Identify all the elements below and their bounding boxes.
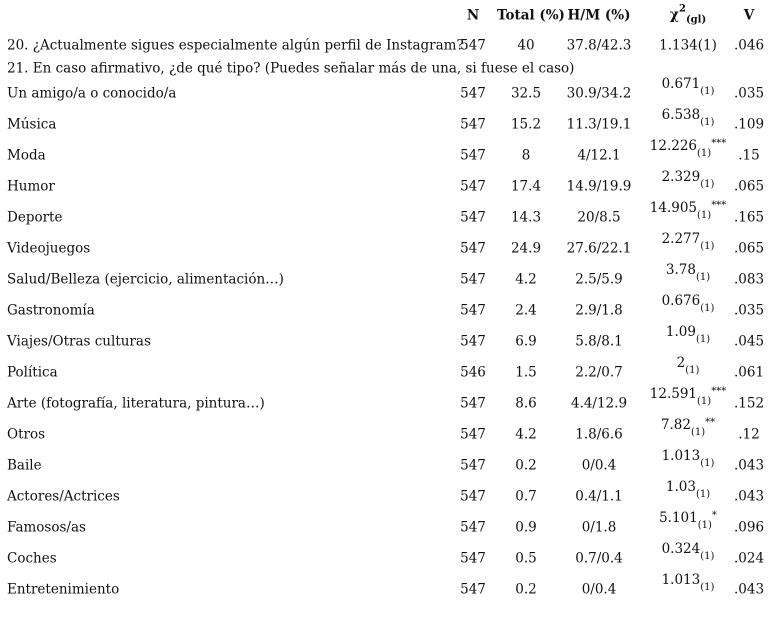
- row-chi-value: 14.905: [649, 199, 698, 216]
- row-chi-gl: (1): [700, 116, 715, 128]
- row-hm: 0/1.8: [581, 518, 617, 535]
- row-hm: 14.9/19.9: [566, 177, 632, 194]
- row-hm: 30.9/34.2: [566, 84, 632, 101]
- row-chi-value: 12.591: [649, 385, 698, 402]
- row-hm: 4.4/12.9: [570, 394, 628, 411]
- table-row: [0, 75, 773, 109]
- header-chi-sub: (gl): [685, 14, 707, 26]
- row-n: 546: [460, 363, 486, 380]
- row-chi: [640, 354, 736, 383]
- row-total: 32.5: [510, 84, 542, 101]
- row-v: .065: [733, 177, 765, 194]
- row-chi-value: 0.671: [661, 75, 701, 92]
- table-row: [0, 447, 773, 481]
- header-hm: H/M (%): [567, 6, 631, 23]
- row-label: Entretenimiento: [7, 580, 120, 597]
- row-n: 547: [460, 115, 486, 132]
- row-chi-value: 3.78: [665, 261, 696, 278]
- row-hm: 4/12.1: [577, 146, 621, 163]
- row-v: .035: [733, 84, 765, 101]
- table-row: [0, 137, 773, 171]
- row-chi-gl: (1): [700, 581, 715, 593]
- question-20-n: 547: [460, 36, 486, 53]
- question-21-label: 21. En caso afirmativo, ¿de qué tipo? (Puedes señalar más de una, si fuese el caso): [7, 60, 575, 77]
- row-v: .043: [733, 456, 765, 473]
- row-hm: 2.2/0.7: [575, 363, 623, 380]
- row-hm: 0.7/0.4: [575, 549, 623, 566]
- row-label: Música: [7, 115, 57, 132]
- row-chi: [640, 75, 736, 104]
- row-v: .152: [733, 394, 765, 411]
- question-20-total: 40: [517, 36, 535, 53]
- row-v: .165: [733, 208, 765, 225]
- row-n: 547: [460, 301, 486, 318]
- question-20-label: 20. ¿Actualmente sigues especialmente algún perfil de Instagram?: [7, 36, 464, 53]
- row-n: 547: [460, 425, 486, 442]
- row-chi: [640, 540, 736, 569]
- row-chi-significance: *: [711, 509, 717, 521]
- row-chi-gl: (1): [700, 178, 715, 190]
- row-chi-value: 1.03: [665, 478, 696, 495]
- table-row: [0, 106, 773, 140]
- table-row: [0, 323, 773, 357]
- row-chi-value: 6.538: [661, 106, 701, 123]
- row-label: Política: [7, 363, 58, 380]
- row-n: 547: [460, 146, 486, 163]
- row-v: .043: [733, 487, 765, 504]
- row-n: 547: [460, 549, 486, 566]
- row-chi-gl: (1): [690, 426, 706, 438]
- row-hm: 0/0.4: [581, 580, 617, 597]
- row-total: 17.4: [510, 177, 542, 194]
- header-n: N: [466, 6, 480, 23]
- table-row: [0, 540, 773, 574]
- header-v: V: [743, 6, 755, 23]
- row-n: 547: [460, 580, 486, 597]
- row-chi: [640, 137, 736, 166]
- row-chi-significance: ***: [711, 199, 727, 211]
- question-20-row: [0, 31, 773, 60]
- row-v: .083: [733, 270, 765, 287]
- row-v: .035: [733, 301, 765, 318]
- row-total: 24.9: [510, 239, 542, 256]
- header-chi-square: [640, 2, 736, 26]
- table-row: [0, 292, 773, 326]
- table-row: [0, 261, 773, 295]
- row-hm: 1.8/6.6: [575, 425, 623, 442]
- row-n: 547: [460, 394, 486, 411]
- row-label: Famosos/as: [7, 518, 86, 535]
- row-total: 8: [521, 146, 531, 163]
- row-chi-value: 1.09: [665, 323, 696, 340]
- row-v: .043: [733, 580, 765, 597]
- row-n: 547: [460, 456, 486, 473]
- row-chi-gl: (1): [695, 271, 711, 283]
- row-total: 8.6: [515, 394, 537, 411]
- question-21-row: [0, 60, 773, 78]
- header-row: [0, 0, 773, 31]
- row-total: 1.5: [515, 363, 537, 380]
- row-chi-gl: (1): [697, 209, 712, 221]
- question-20-chi: 1.134(1): [659, 36, 717, 53]
- row-chi-gl: (1): [700, 550, 715, 562]
- row-n: 547: [460, 239, 486, 256]
- row-n: 547: [460, 270, 486, 287]
- row-v: .109: [733, 115, 765, 132]
- table-row: [0, 571, 773, 605]
- row-total: 14.3: [510, 208, 542, 225]
- row-chi-gl: (1): [697, 147, 712, 159]
- row-chi: [640, 106, 736, 135]
- row-chi-significance: ***: [711, 385, 727, 397]
- row-chi: [640, 168, 736, 197]
- table-row: [0, 168, 773, 202]
- row-chi: [640, 478, 736, 507]
- row-label: Humor: [7, 177, 55, 194]
- row-v: .024: [733, 549, 765, 566]
- row-label: Gastronomía: [7, 301, 95, 318]
- row-hm: 0/0.4: [581, 456, 617, 473]
- row-total: 4.2: [515, 270, 537, 287]
- row-chi: [640, 385, 736, 414]
- row-hm: 20/8.5: [577, 208, 621, 225]
- row-chi: [640, 571, 736, 600]
- row-label: Viajes/Otras culturas: [7, 332, 151, 349]
- row-total: 0.2: [515, 456, 537, 473]
- question-20-hm: 37.8/42.3: [566, 36, 632, 53]
- row-label: Actores/Actrices: [7, 487, 120, 504]
- row-v: .096: [733, 518, 765, 535]
- row-chi-gl: (1): [700, 85, 715, 97]
- row-label: Otros: [7, 425, 46, 442]
- row-total: 2.4: [515, 301, 537, 318]
- row-chi-value: 12.226: [649, 137, 698, 154]
- row-total: 15.2: [510, 115, 542, 132]
- row-chi-significance: ***: [711, 137, 727, 149]
- row-chi: [640, 199, 736, 228]
- row-chi-value: 0.676: [661, 292, 701, 309]
- row-chi: [640, 261, 736, 290]
- table-row: [0, 385, 773, 419]
- row-n: 547: [460, 487, 486, 504]
- row-chi-gl: (1): [685, 364, 700, 376]
- row-chi-value: 1.013: [661, 447, 701, 464]
- row-chi-value: 0.324: [661, 540, 701, 557]
- row-chi: [640, 416, 736, 445]
- row-chi-gl: (1): [697, 519, 712, 531]
- row-chi: [640, 292, 736, 321]
- row-n: 547: [460, 332, 486, 349]
- table-row: [0, 354, 773, 388]
- row-hm: 0.4/1.1: [575, 487, 623, 504]
- row-total: 0.9: [515, 518, 537, 535]
- row-chi: [640, 230, 736, 259]
- row-v: .061: [733, 363, 765, 380]
- row-chi-gl: (1): [700, 302, 715, 314]
- row-v: .12: [738, 425, 760, 442]
- row-chi-value: 5.101: [659, 509, 698, 526]
- row-label: Arte (fotografía, literatura, pintura…): [7, 394, 265, 411]
- row-chi-gl: (1): [700, 457, 715, 469]
- row-v: .065: [733, 239, 765, 256]
- row-chi-gl: (1): [695, 488, 711, 500]
- table-row: [0, 230, 773, 264]
- row-chi-gl: (1): [695, 333, 711, 345]
- table-row: [0, 509, 773, 543]
- row-chi-value: 1.013: [661, 571, 701, 588]
- data-rows: [0, 75, 773, 605]
- row-hm: 2.5/5.9: [575, 270, 623, 287]
- row-label: Moda: [7, 146, 46, 163]
- row-n: 547: [460, 208, 486, 225]
- header-chi-sup: 2: [678, 2, 686, 14]
- row-chi-value: 2.277: [661, 230, 701, 247]
- row-hm: 27.6/22.1: [566, 239, 632, 256]
- row-label: Salud/Belleza (ejercicio, alimentación…): [7, 270, 284, 287]
- row-n: 547: [460, 518, 486, 535]
- table-row: [0, 478, 773, 512]
- row-chi-gl: (1): [697, 395, 712, 407]
- row-total: 0.5: [515, 549, 537, 566]
- row-label: Baile: [7, 456, 42, 473]
- header-chi-symbol: χ: [669, 6, 679, 23]
- row-total: 0.2: [515, 580, 537, 597]
- row-chi-gl: (1): [700, 240, 715, 252]
- row-label: Videojuegos: [7, 239, 91, 256]
- question-20-v: .046: [733, 36, 765, 53]
- row-chi-significance: **: [705, 416, 716, 428]
- row-label: Deporte: [7, 208, 63, 225]
- row-hm: 2.9/1.8: [575, 301, 623, 318]
- row-n: 547: [460, 177, 486, 194]
- row-total: 0.7: [515, 487, 537, 504]
- row-chi: [640, 447, 736, 476]
- row-chi: [640, 323, 736, 352]
- row-chi-value: 2: [676, 354, 686, 371]
- row-label: Coches: [7, 549, 57, 566]
- row-hm: 11.3/19.1: [566, 115, 632, 132]
- row-hm: 5.8/8.1: [575, 332, 623, 349]
- table-row: [0, 199, 773, 233]
- header-total: Total (%): [497, 6, 565, 23]
- table-row: [0, 416, 773, 450]
- row-v: .15: [738, 146, 760, 163]
- row-chi-value: 7.82: [660, 416, 691, 433]
- row-label: Un amigo/a o conocido/a: [7, 84, 177, 101]
- row-v: .045: [733, 332, 765, 349]
- row-total: 4.2: [515, 425, 537, 442]
- row-chi-value: 2.329: [661, 168, 701, 185]
- row-chi: [640, 509, 736, 538]
- row-total: 6.9: [515, 332, 537, 349]
- row-n: 547: [460, 84, 486, 101]
